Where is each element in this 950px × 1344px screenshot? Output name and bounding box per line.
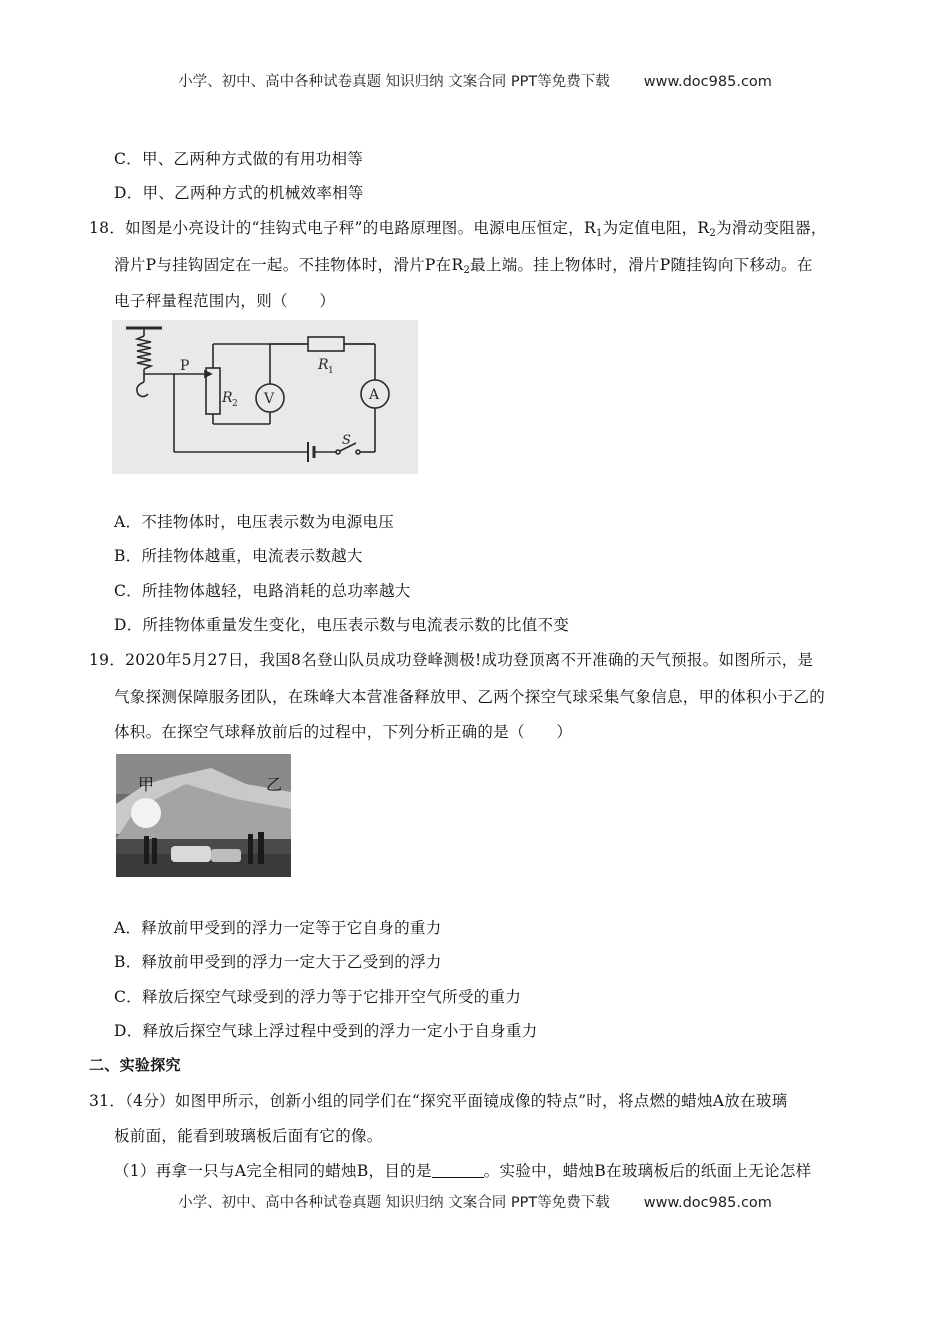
balloon-label-yi: 乙 bbox=[266, 775, 283, 794]
voltmeter-label: V bbox=[264, 391, 275, 407]
header-site: www.doc985.com bbox=[643, 74, 772, 90]
q18-text: 滑片P与挂钩固定在一起。不挂物体时，滑片P在R bbox=[114, 256, 464, 274]
page-footer bbox=[0, 1191, 950, 1212]
balloon-photo bbox=[116, 754, 291, 877]
q19-option-d: D．释放后探空气球上浮过程中受到的浮力一定小于自身重力 bbox=[114, 1022, 538, 1040]
label-r2: R bbox=[222, 390, 233, 406]
q18-text: 为滑动变阻器， bbox=[716, 219, 827, 237]
q31-text: （1）再拿一只与A完全相同的蜡烛B，目的是 bbox=[114, 1162, 432, 1180]
footer-site: www.doc985.com bbox=[643, 1195, 772, 1211]
balloon-label-jia: 甲 bbox=[138, 775, 155, 794]
label-r1: R bbox=[318, 357, 329, 373]
q19-balloon-photo bbox=[116, 754, 291, 877]
q19-option-a: A．释放前甲受到的浮力一定等于它自身的重力 bbox=[114, 919, 442, 937]
subscript: 2 bbox=[463, 265, 471, 276]
q19-stem-line2: 气象探测保障服务团队，在珠峰大本营准备释放甲、乙两个探空气球采集气象信息，甲的体积小于乙的 bbox=[114, 688, 826, 706]
q19-stem-line1: 19．2020年5月27日，我国8名登山队员成功登峰测极!成功登顶离不开准确的天气预报。如图所示，是 bbox=[89, 651, 814, 669]
label-p: P bbox=[180, 358, 190, 374]
footer-text: 小学、初中、高中各种试卷真题 知识归纳 文案合同 PPT等免费下载 bbox=[178, 1195, 610, 1211]
header-text: 小学、初中、高中各种试卷真题 知识归纳 文案合同 PPT等免费下载 bbox=[178, 74, 610, 90]
q18-text: 最上端。挂上物体时，滑片P随挂钩向下移动。在 bbox=[470, 256, 813, 274]
q19-option-c: C．释放后探空气球受到的浮力等于它排开空气所受的重力 bbox=[114, 988, 522, 1006]
q18-stem-line3: 电子秤量程范围内，则（ ） bbox=[114, 292, 336, 310]
q18-circuit-figure bbox=[112, 320, 418, 474]
answer-blank bbox=[432, 1163, 484, 1178]
circuit-diagram bbox=[112, 320, 418, 474]
q31-subquestion-1 bbox=[114, 1159, 811, 1181]
ammeter-label: A bbox=[369, 387, 380, 403]
q18-stem-line2 bbox=[114, 253, 813, 276]
prev-option-d: D．甲、乙两种方式的机械效率相等 bbox=[114, 184, 364, 202]
q18-option-a: A．不挂物体时，电压表示数为电源电压 bbox=[114, 513, 395, 531]
subscript: 2 bbox=[709, 228, 717, 239]
label-r1-sub: 1 bbox=[328, 366, 334, 376]
switch-label: S bbox=[342, 433, 351, 448]
section-title: 二、实验探究 bbox=[89, 1056, 181, 1074]
q18-stem-line1 bbox=[89, 216, 827, 239]
q18-text: 18．如图是小亮设计的“挂钩式电子秤”的电路原理图。电源电压恒定，R bbox=[89, 219, 596, 237]
subscript: 1 bbox=[595, 228, 603, 239]
page-header bbox=[0, 70, 950, 91]
q31-stem-line2: 板前面，能看到玻璃板后面有它的像。 bbox=[114, 1127, 383, 1145]
q18-option-d: D．所挂物体重量发生变化，电压表示数与电流表示数的比值不变 bbox=[114, 616, 570, 634]
q19-option-b: B．释放前甲受到的浮力一定大于乙受到的浮力 bbox=[114, 953, 442, 971]
q18-text: 为定值电阻，R bbox=[602, 219, 710, 237]
q18-option-b: B．所挂物体越重，电流表示数越大 bbox=[114, 547, 363, 565]
q19-stem-line3: 体积。在探空气球释放前后的过程中，下列分析正确的是（ ） bbox=[114, 723, 573, 741]
q31-text: 。实验中，蜡烛B在玻璃板后的纸面上无论怎样 bbox=[483, 1162, 812, 1180]
q31-stem-line1: 31．（4分）如图甲所示，创新小组的同学们在“探究平面镜成像的特点”时，将点燃的蜡烛A放在玻璃 bbox=[89, 1092, 788, 1110]
q18-option-c: C．所挂物体越轻，电路消耗的总功率越大 bbox=[114, 582, 411, 600]
prev-option-c: C．甲、乙两种方式做的有用功相等 bbox=[114, 150, 364, 168]
label-r2-sub: 2 bbox=[232, 399, 238, 409]
